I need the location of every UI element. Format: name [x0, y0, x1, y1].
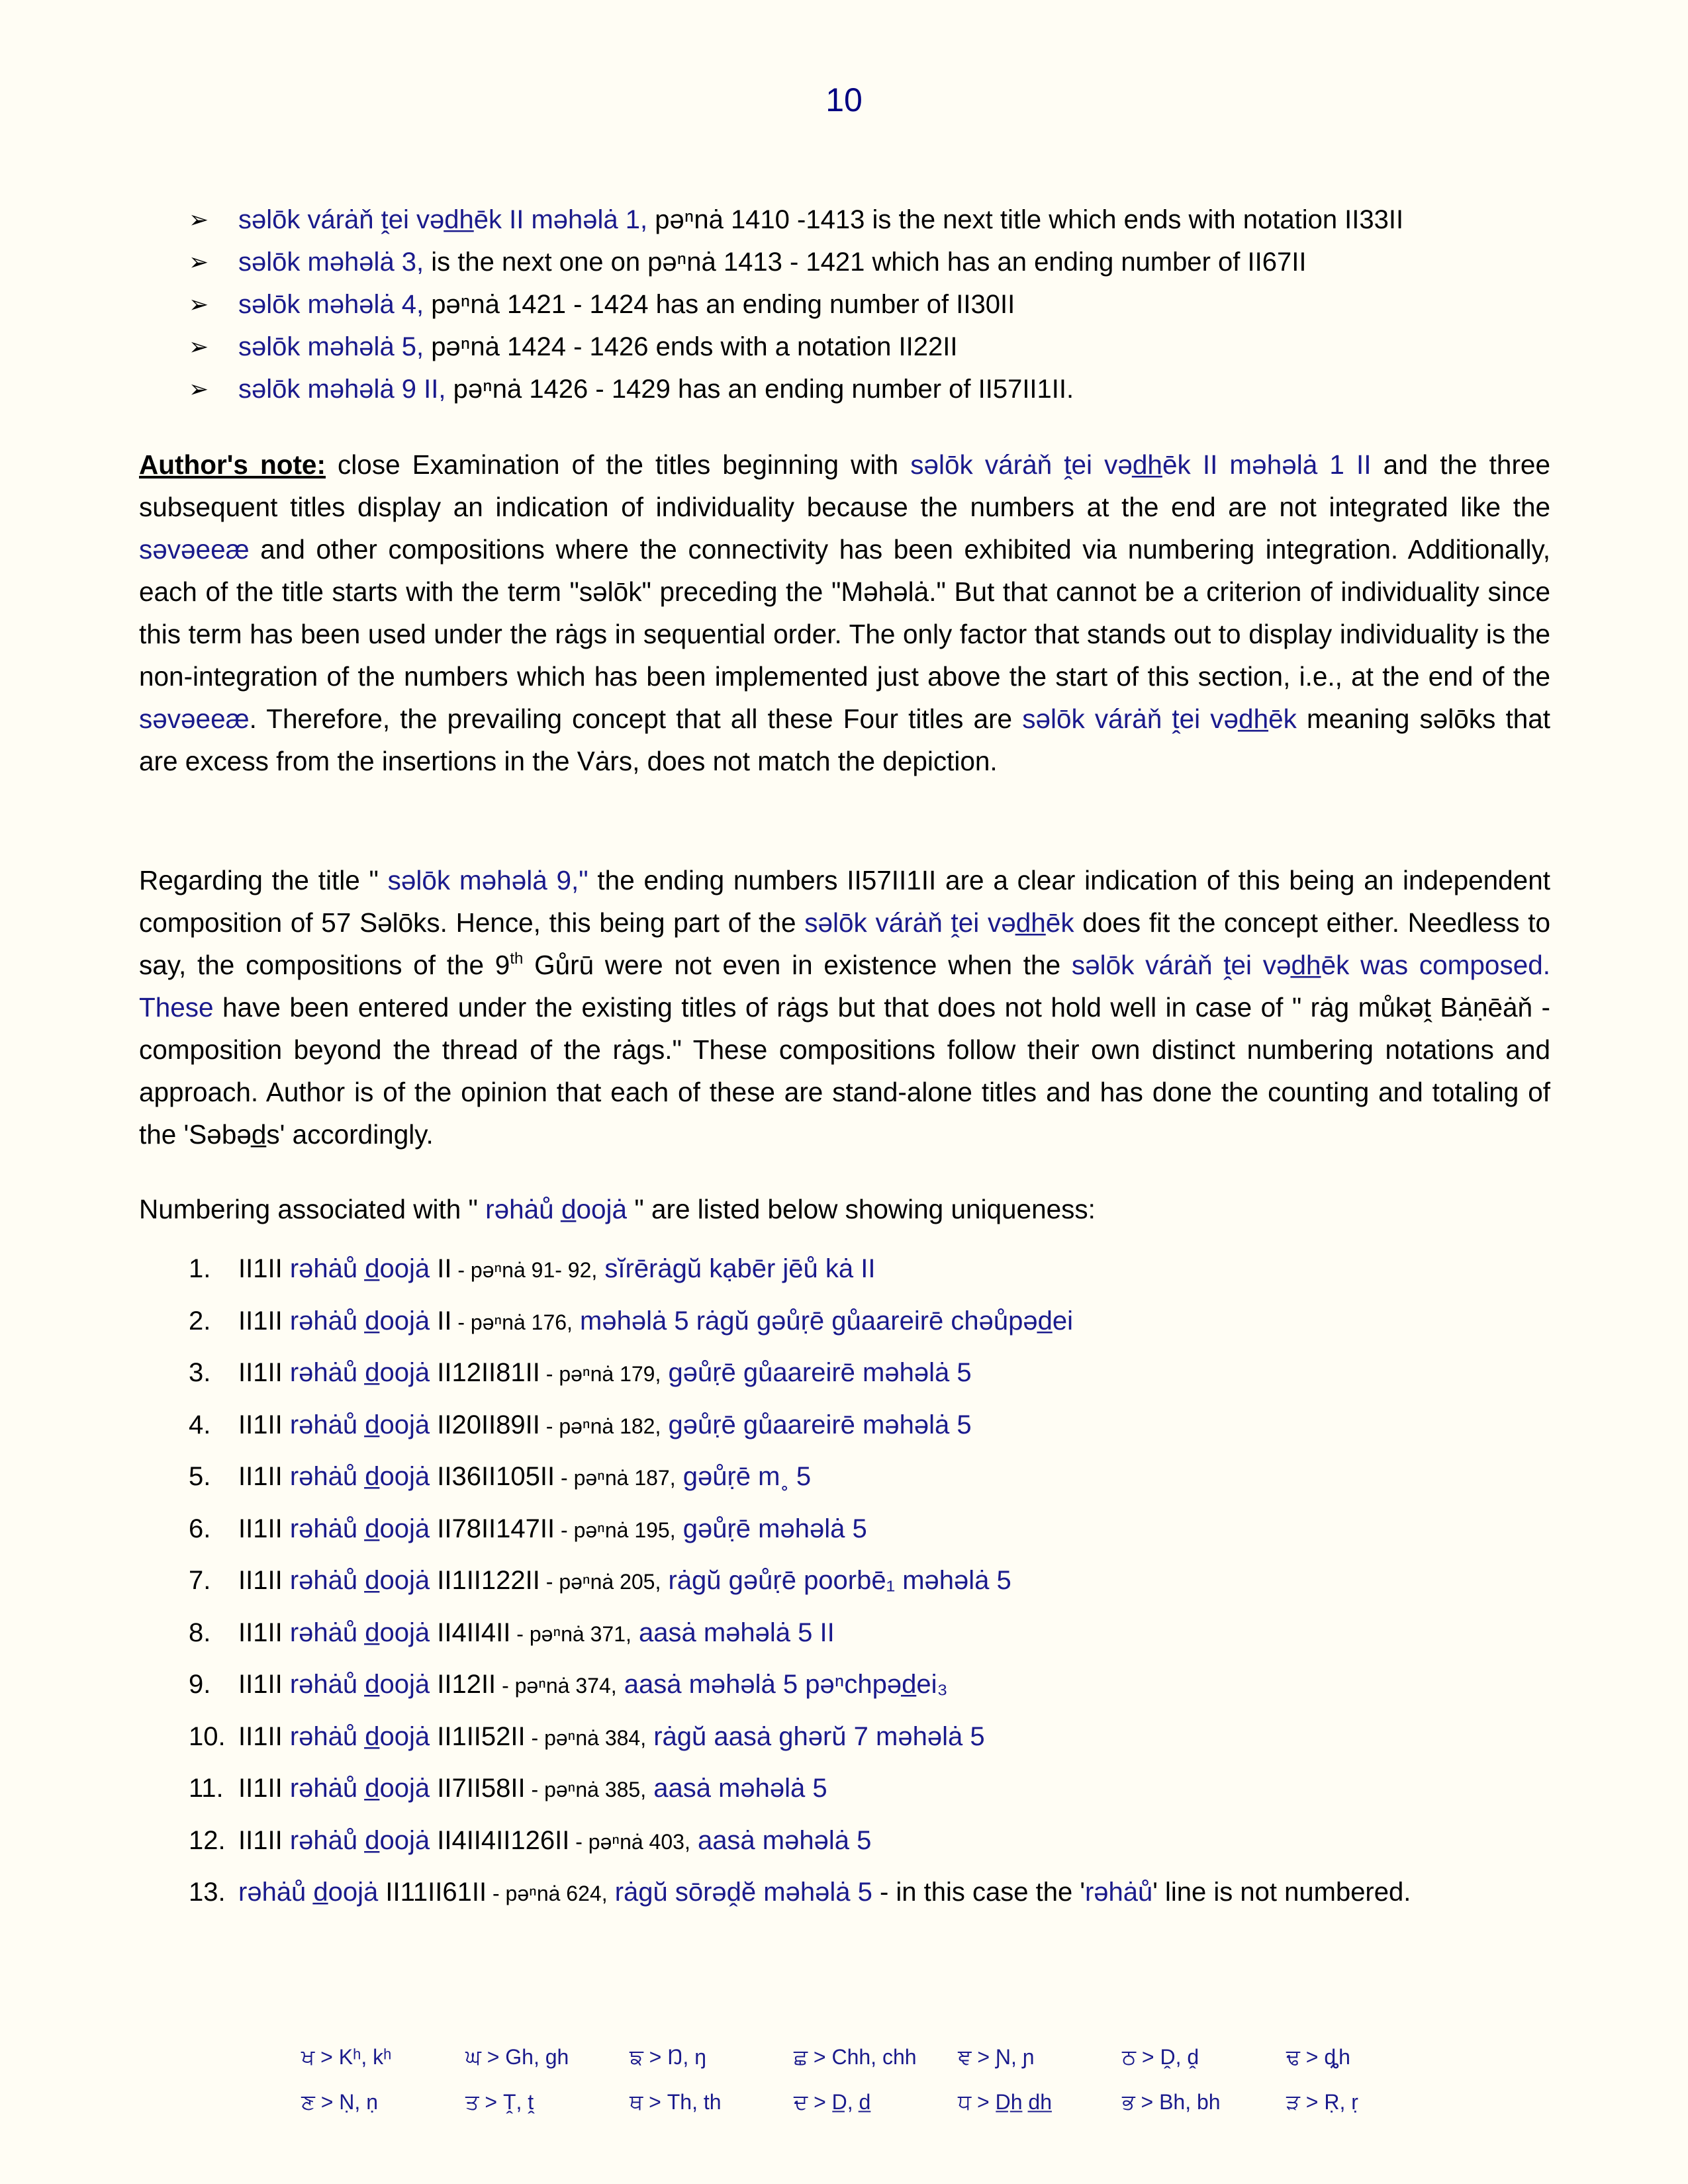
body-text: the ending numbers II57II1II are a clear indication of this being an independent composition of 57 Səlōks. Hence, this being part of the: [139, 865, 1550, 938]
item-title: gəůṛē m˳ 5: [675, 1462, 812, 1491]
body-text: Gůrū were not even in existence when the: [523, 950, 1072, 980]
arrow-bullet-icon: ➢: [189, 333, 209, 360]
item-page: - pəⁿnȧ 187,: [555, 1466, 676, 1490]
item-title: rȧgŭ gəůṛē poorbē₁ məhəlȧ 5: [661, 1566, 1011, 1595]
item-marks: II20II89II: [430, 1410, 540, 1439]
list-item: [189, 1715, 1579, 1768]
item-page: - pəⁿnȧ 403,: [569, 1829, 690, 1854]
item-prefix: II1II: [238, 1514, 290, 1543]
bullet-term: səlōk várȧň ṱei vəd̲h̲ēk II məhəlȧ 1,: [238, 205, 648, 234]
bullet-term: səlōk məhəlȧ 3,: [238, 248, 424, 277]
legend-entry: ੜ > Ṛ, ṛ: [1286, 2090, 1358, 2114]
legend-entry: ਤ > Ṱ, ṱ: [465, 2090, 534, 2114]
item-prefix: II1II: [238, 1566, 290, 1595]
item-number: 5.: [189, 1462, 211, 1491]
item-title: aasȧ məhəlȧ 5 pəⁿchpəd̲ei₃: [616, 1670, 948, 1699]
transliteration-term: səlōk várȧň ṱei vəd̲h̲ēk: [804, 907, 1074, 938]
body-text: " are listed below showing uniqueness:: [627, 1194, 1096, 1224]
bullet-term: səlōk məhəlȧ 9 II,: [238, 375, 446, 404]
item-page: - pəⁿnȧ 179,: [539, 1362, 661, 1386]
transliteration-term: rəhȧů d̲oojȧ: [289, 1514, 430, 1543]
transliteration-term: rəhȧů d̲oojȧ: [289, 1670, 430, 1699]
body-text: and other compositions where the connectivity has been exhibited via numbering integration. Additionally, each of the title starts with the term "səlōk" preceding the "Məhəlȧ." But that cannot be a criterion of individuality since this term has been used under the rȧgs in sequential order. The only factor that stands out to display individuality is the non-integration of the numbers which has been implemented just above the start of this section, i.e., at the end of the: [139, 534, 1550, 692]
numbering-list: [189, 1248, 1579, 1923]
body-text: Numbering associated with ": [139, 1194, 486, 1224]
regarding-paragraph: [139, 859, 1550, 1156]
transliteration-term: rəhȧů d̲oojȧ: [289, 1358, 430, 1387]
item-number: 13.: [189, 1878, 226, 1907]
item-title: rȧgŭ sōrəḓĕ məhəlȧ 5: [607, 1878, 872, 1907]
item-number: 1.: [189, 1254, 211, 1283]
legend-entry: ਛ > Chh, chh: [794, 2045, 917, 2069]
item-prefix: II1II: [238, 1825, 290, 1855]
transliteration-term: rəhȧů d̲oojȧ: [289, 1825, 430, 1855]
item-number: 6.: [189, 1514, 211, 1543]
bullet-item: [189, 199, 1566, 241]
item-prefix: II1II: [238, 1358, 290, 1387]
page-number: 10: [825, 81, 863, 118]
body-text: and the three subsequent titles display an indication of individuality because the numbers at the end are not integrated like the: [139, 449, 1550, 522]
bullet-item: [189, 326, 1566, 368]
body-text: meaning səlōks that are excess from the insertions in the Vȧrs, does not match the depiction.: [139, 704, 1551, 776]
numbering-intro: [139, 1188, 1096, 1230]
item-title: aasȧ məhəlȧ 5: [690, 1825, 872, 1855]
item-page: - pəⁿnȧ 385,: [525, 1778, 647, 1801]
transliteration-term: rəhȧů d̲oojȧ: [289, 1721, 430, 1751]
bullet-text: pəⁿnȧ 1426 - 1429 has an ending number of II57II1II.: [453, 375, 1074, 404]
item-prefix: II1II: [238, 1774, 290, 1803]
list-item: [189, 1767, 1579, 1819]
legend-row: [301, 2035, 1493, 2080]
title-bullet-list: [189, 199, 1566, 410]
legend-entry: ਣ > Ṇ, ṇ: [301, 2090, 378, 2114]
arrow-bullet-icon: ➢: [189, 375, 209, 402]
item-prefix: II1II: [238, 1306, 290, 1336]
item-title: gəůṛē gůaareirē məhəlȧ 5: [661, 1410, 972, 1439]
item-marks: II4II4II: [430, 1617, 511, 1647]
item-page: - pəⁿnȧ 182,: [539, 1414, 661, 1438]
transliteration-legend: [301, 2035, 1493, 2125]
list-item: [189, 1300, 1579, 1352]
item-page: - pəⁿnȧ 205,: [539, 1570, 661, 1594]
item-title: gəůṛē məhəlȧ 5: [675, 1514, 867, 1543]
item-marks: II1II52II: [430, 1721, 526, 1751]
item-marks: II12II: [430, 1670, 496, 1699]
body-text: have been entered under the existing titles of rȧgs but that does not hold well in case of " rȧg můkəṱ Bȧṇēȧň - composition beyond the thread of the rȧgs." These compositions follow their own distinct numbering notations and approach. Author is of the opinion that each of these are stand-alone titles and has done the counting and totaling of the 'Səbəd̲s' accordingly.: [139, 992, 1550, 1150]
list-item: [189, 1663, 1579, 1715]
authors-note-label: Author's note:: [139, 449, 326, 480]
legend-entry: ਘ > Gh, gh: [465, 2045, 569, 2069]
transliteration-term: rəhȧů d̲oojȧ: [289, 1617, 430, 1647]
legend-entry: ਦ > D̲, d̲: [794, 2090, 871, 2114]
transliteration-term: rəhȧů d̲oojȧ: [289, 1254, 430, 1283]
item-page: - pəⁿnȧ 371,: [510, 1621, 632, 1646]
item-page: - pəⁿnȧ 195,: [555, 1518, 676, 1542]
body-text: Regarding the title ": [139, 865, 379, 895]
list-item: [189, 1871, 1579, 1923]
legend-entry: ਠ > Ḓ, ḓ: [1122, 2045, 1199, 2069]
item-number: 3.: [189, 1358, 211, 1387]
item-note: - in this case the ': [872, 1878, 1085, 1907]
item-marks: II78II147II: [430, 1514, 555, 1543]
item-prefix: II1II: [238, 1254, 290, 1283]
list-item: [189, 1508, 1579, 1560]
transliteration-term: rəhȧů d̲oojȧ: [289, 1566, 430, 1595]
item-title: aasȧ məhəlȧ 5: [646, 1774, 827, 1803]
legend-entry: ਙ > Ŋ, ŋ: [630, 2045, 706, 2069]
item-page: - pəⁿnȧ 384,: [525, 1725, 647, 1750]
item-page: - pəⁿnȧ 176,: [451, 1310, 573, 1334]
item-number: 12.: [189, 1825, 226, 1855]
legend-row: [301, 2080, 1493, 2125]
item-marks: II7II58II: [430, 1774, 526, 1803]
body-text: does fit the concept either. Needless to say, the compositions of the 9: [139, 907, 1551, 980]
transliteration-term: səlōk məhəlȧ 9,": [378, 865, 588, 895]
list-item: [189, 1248, 1579, 1300]
transliteration-term: rəhȧů d̲oojȧ: [289, 1774, 430, 1803]
item-marks: II11II61II: [378, 1878, 487, 1907]
transliteration-term: səlōk várȧň ṱei vəd̲h̲ēk II məhəlȧ 1 II: [910, 449, 1372, 480]
transliteration-term: rəhȧů d̲oojȧ: [289, 1462, 430, 1491]
bullet-item: [189, 368, 1566, 410]
transliteration-term: rəhȧů d̲oojȧ: [238, 1878, 379, 1907]
arrow-bullet-icon: ➢: [189, 291, 209, 318]
item-note: ' line is not numbered.: [1152, 1878, 1411, 1907]
item-number: 8.: [189, 1617, 211, 1647]
item-number: 7.: [189, 1566, 211, 1595]
superscript: th: [510, 950, 524, 968]
item-title: rȧgŭ aasȧ ghərŭ 7 məhəlȧ 5: [646, 1721, 985, 1751]
bullet-text: is the next one on pəⁿnȧ 1413 - 1421 which has an ending number of II67II: [431, 248, 1307, 277]
transliteration-term: rəhȧů d̲oojȧ: [485, 1194, 628, 1224]
bullet-term: səlōk məhəlȧ 5,: [238, 332, 424, 361]
list-item: [189, 1819, 1579, 1872]
item-number: 11.: [189, 1774, 224, 1803]
body-text: close Examination of the titles beginning with: [325, 449, 911, 480]
legend-entry: ਢ > ȡh: [1286, 2045, 1350, 2069]
transliteration-term: səlōk várȧň ṱei vəd̲h̲ēk was composed. These: [139, 950, 1551, 1023]
bullet-text: pəⁿnȧ 1421 - 1424 has an ending number of II30II: [431, 290, 1015, 319]
item-number: 9.: [189, 1670, 211, 1699]
body-text: . Therefore, the prevailing concept that all these Four titles are: [249, 704, 1023, 734]
item-prefix: II1II: [238, 1410, 290, 1439]
item-marks: II12II81II: [430, 1358, 540, 1387]
authors-note-paragraph: [139, 443, 1550, 782]
list-item: [189, 1559, 1579, 1612]
legend-entry: ਞ > Ɲ, ɲ: [958, 2045, 1035, 2069]
transliteration-term: səvəeeæ: [139, 534, 250, 565]
bullet-item: [189, 241, 1566, 283]
transliteration-term: rəhȧů d̲oojȧ: [289, 1410, 430, 1439]
item-title: sĭrērȧgŭ kạbēr jēů kȧ II: [597, 1254, 876, 1283]
list-item: [189, 1404, 1579, 1456]
item-page: - pəⁿnȧ 91- 92,: [451, 1258, 598, 1282]
item-title: gəůṛē gůaareirē məhəlȧ 5: [661, 1358, 972, 1387]
bullet-text: pəⁿnȧ 1424 - 1426 ends with a notation II22II: [431, 332, 958, 361]
legend-entry: ਥ > Th, th: [630, 2090, 722, 2114]
item-marks: II: [430, 1306, 452, 1336]
transliteration-term: səlōk várȧň ṱei vəd̲h̲ēk: [1022, 704, 1297, 734]
item-marks: II1II122II: [430, 1566, 540, 1595]
item-marks: II: [430, 1254, 452, 1283]
legend-entry: ਖ > Kʰ, kʰ: [301, 2045, 392, 2069]
item-title: məhəlȧ 5 rȧgŭ gəůṛē gůaareirē chəůpəd̲ei: [572, 1306, 1074, 1336]
list-item: [189, 1455, 1579, 1508]
item-number: 10.: [189, 1721, 226, 1751]
item-prefix: II1II: [238, 1670, 290, 1699]
bullet-term: səlōk məhəlȧ 4,: [238, 290, 424, 319]
item-marks: II4II4II126II: [430, 1825, 570, 1855]
legend-entry: ਧ > D̲h̲ d̲h̲: [958, 2090, 1053, 2114]
item-page: - pəⁿnȧ 374,: [496, 1674, 617, 1698]
transliteration-term: rəhȧů: [1084, 1878, 1153, 1907]
arrow-bullet-icon: ➢: [189, 206, 209, 233]
item-number: 2.: [189, 1306, 211, 1336]
item-marks: II36II105II: [430, 1462, 555, 1491]
item-page: - pəⁿnȧ 624,: [487, 1882, 608, 1905]
item-title: aasȧ məhəlȧ 5 II: [631, 1617, 835, 1647]
item-number: 4.: [189, 1410, 211, 1439]
list-item: [189, 1612, 1579, 1664]
item-prefix: II1II: [238, 1462, 290, 1491]
transliteration-term: rəhȧů d̲oojȧ: [289, 1306, 430, 1336]
bullet-item: [189, 283, 1566, 326]
arrow-bullet-icon: ➢: [189, 248, 209, 275]
legend-entry: ਭ > Bh, bh: [1122, 2090, 1221, 2114]
transliteration-term: səvəeeæ: [139, 704, 250, 734]
item-prefix: II1II: [238, 1617, 290, 1647]
item-prefix: II1II: [238, 1721, 290, 1751]
bullet-text: pəⁿnȧ 1410 -1413 is the next title which ends with notation II33II: [655, 205, 1404, 234]
list-item: [189, 1351, 1579, 1404]
